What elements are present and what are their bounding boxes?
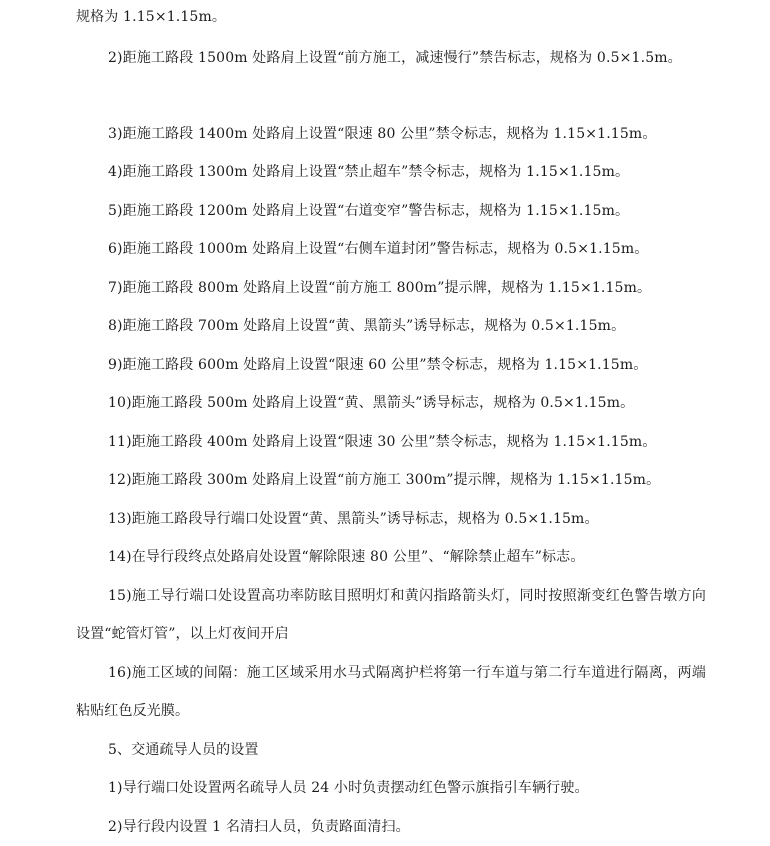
paragraph-item-12: 12)距施工路段 300m 处路肩上设置“前方施工 300m”提示牌，规格为 1.15×1.15m。 — [108, 472, 661, 488]
paragraph-item-3: 3)距施工路段 1400m 处路肩上设置“限速 80 公里”禁令标志，规格为 1.15×1.15m。 — [108, 126, 657, 142]
section-heading-traffic-guides: 5、交通疏导人员的设置 — [108, 742, 259, 758]
paragraph-item-6: 6)距施工路段 1000m 处路肩上设置“右侧车道封闭”警告标志，规格为 0.5×1.15m。 — [108, 241, 649, 257]
paragraph-item-5: 5)距施工路段 1200m 处路肩上设置“右道变窄”警告标志，规格为 1.15×1.15m。 — [108, 203, 630, 219]
paragraph-item-4: 4)距施工路段 1300m 处路肩上设置“禁止超车”禁令标志，规格为 1.15×1.15m。 — [108, 164, 630, 180]
paragraph-item-2: 2)距施工路段 1500m 处路肩上设置“前方施工，减速慢行”禁告标志，规格为 0.5×1.5m。 — [108, 50, 682, 66]
paragraph-item-14: 14)在导行段终点处路肩处设置“解除限速 80 公里”、“解除禁止超车”标志。 — [108, 549, 585, 565]
paragraph-item-9: 9)距施工路段 600m 处路肩上设置“限速 60 公里”禁令标志，规格为 1.15×1.15m。 — [108, 357, 648, 373]
paragraph-item-10: 10)距施工路段 500m 处路肩上设置“黄、黑箭头”诱导标志，规格为 0.5×1.15m。 — [108, 395, 635, 411]
paragraph-item-15: 15)施工导行端口处设置高功率防眩目照明灯和黄闪指路箭头灯，同时按照渐变红色警告墩方向设置“蛇管灯管”，以上灯夜间开启 — [76, 588, 706, 642]
paragraph-item-13: 13)距施工路段导行端口处设置“黄、黑箭头”诱导标志，规格为 0.5×1.15m。 — [108, 511, 599, 527]
paragraph-guide-1: 1)导行端口处设置两名疏导人员 24 小时负责摆动红色警示旗指引车辆行驶。 — [108, 780, 589, 796]
paragraph-item-11: 11)距施工路段 400m 处路肩上设置“限速 30 公里”禁令标志，规格为 1.15×1.15m。 — [108, 434, 657, 450]
paragraph-item-8: 8)距施工路段 700m 处路肩上设置“黄、黑箭头”诱导标志，规格为 0.5×1.15m。 — [108, 318, 626, 334]
paragraph-item-16: 16)施工区域的间隔：施工区域采用水马式隔离护栏将第一行车道与第二行车道进行隔离，两端粘贴红色反光膜。 — [76, 665, 706, 719]
paragraph-guide-2: 2)导行段内设置 1 名清扫人员，负责路面清扫。 — [108, 819, 410, 835]
paragraph-item-7: 7)距施工路段 800m 处路肩上设置“前方施工 800m”提示牌，规格为 1.15×1.15m。 — [108, 280, 652, 296]
paragraph-spec-continuation: 规格为 1.15×1.15m。 — [76, 9, 227, 25]
